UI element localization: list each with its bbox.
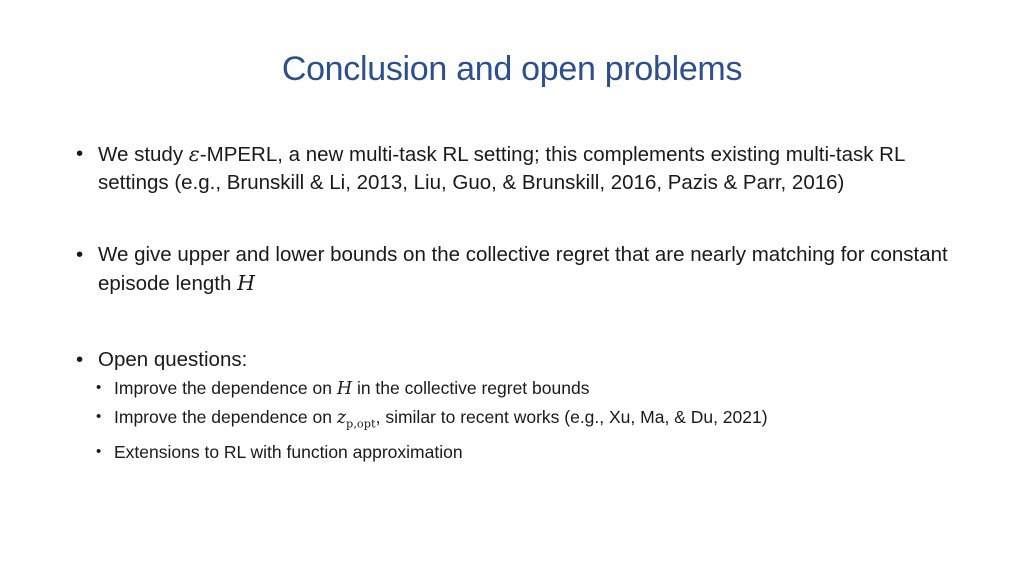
bullet-epsilon-mperl: [74, 140, 954, 197]
bullet-2-text-pre: We give upper and lower bounds on the collective regret that are nearly matching for constant episode length: [98, 243, 948, 295]
slide-title: Conclusion and open problems: [281, 50, 743, 88]
subitem-2-text-post: , similar to recent works (e.g., Xu, Ma, & Du, 2021): [375, 407, 768, 427]
bullet-1-text-post: -MPERL, a new multi-task RL setting; this complements existing multi-task RL settings (e.g., Brunskill & Li, 2013, Liu, Guo, & Brunskill, 2016, Pazis & Parr, 2016): [98, 143, 905, 194]
z-base: z: [336, 408, 347, 428]
subitem-function-approximation: • Extensions to RL with function approximation: [74, 438, 954, 466]
h-symbol: H: [336, 379, 353, 399]
subitem-2-text-pre: Improve the dependence on: [114, 407, 337, 427]
bullet-1-text-pre: We study: [98, 143, 189, 166]
bullet-list: [74, 140, 954, 466]
subitem-1-text-pre: Improve the dependence on: [114, 378, 337, 398]
h-symbol: H: [237, 271, 255, 295]
subitem-1-text-post: in the collective regret bounds: [352, 378, 590, 398]
epsilon-symbol: ε: [188, 142, 200, 166]
z-symbol: [336, 408, 376, 431]
bullet-open-questions: • Open questions:: [74, 346, 954, 374]
bullet-regret-bounds: [74, 241, 954, 298]
z-subscript: p,opt: [346, 416, 376, 431]
subitem-h-dependence: [74, 374, 954, 403]
subitem-zpopt-dependence: [74, 403, 954, 438]
